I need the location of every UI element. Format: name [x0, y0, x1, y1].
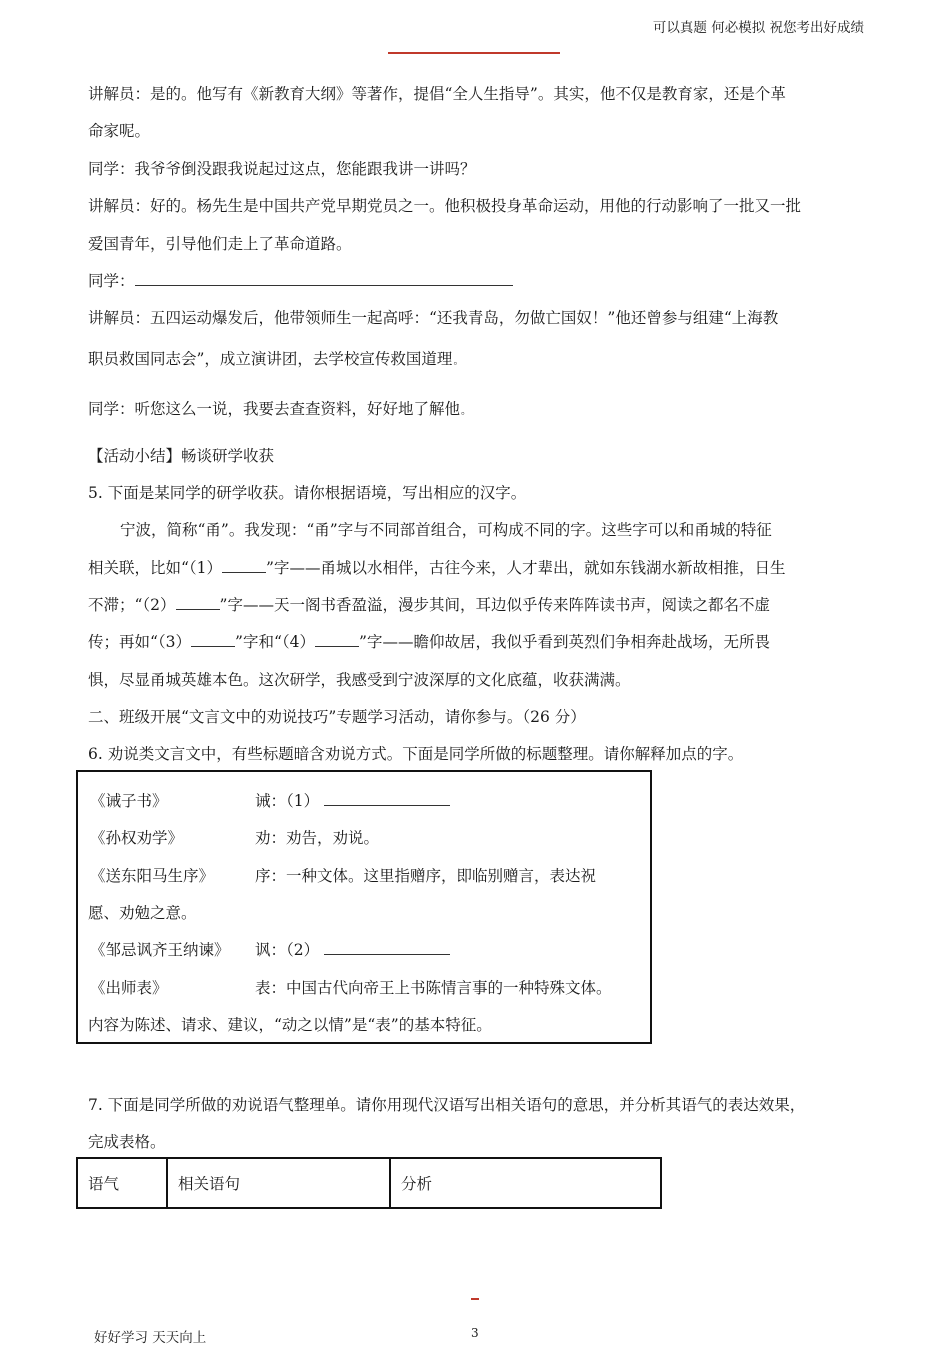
dialogue-line: 讲解员：是的。他写有《新教育大纲》等著作，提倡“全人生指导”。其实，他不仅是教育家，还是个革 — [88, 85, 786, 103]
section-heading: 二、班级开展“文言文中的劝说技巧”专题学习活动，请你参与。（26 分） — [88, 708, 586, 726]
note-cell: 表：中国古代向帝王上书陈情言事的一种特殊文体。 — [255, 979, 612, 997]
q5-text: 不滞；“（2） — [88, 596, 176, 614]
blank-1 — [222, 557, 266, 574]
title-cell: 《孙权劝学》 — [90, 829, 184, 847]
note-cell — [255, 789, 450, 811]
note-text: 讽：（2） — [255, 941, 320, 959]
q5-text: 传；再如“（3） — [88, 633, 192, 651]
dialogue-line: 命家呢。 — [88, 122, 151, 140]
blank-2 — [176, 594, 220, 611]
note-text: 诫：（1） — [255, 792, 320, 810]
q5-paragraph-line — [88, 630, 770, 652]
period-mark: 。 — [453, 356, 464, 367]
dialogue-line — [88, 347, 463, 369]
note-continuation: 内容为陈述、请求、建议，“动之以情”是“表”的基本特征。 — [88, 1016, 492, 1034]
blank-3 — [191, 631, 235, 648]
dialogue-text: 职员救国同志会”，成立演讲团，去学校宣传救国道理 — [88, 350, 453, 368]
title-cell: 《诫子书》 — [90, 792, 168, 810]
q5-text: ”字——瞻仰故居，我似乎看到英烈们争相奔赴战场，无所畏 — [359, 633, 770, 651]
title-notes-box — [76, 770, 652, 1044]
answer-blank — [324, 939, 450, 956]
title-cell: 《邹忌讽齐王纳谏》 — [90, 941, 230, 959]
table-header-row — [77, 1158, 661, 1208]
q5-paragraph-line: 宁波，简称“甬”。我发现：“甬”字与不同部首组合，可构成不同的字。这些字可以和甬城的特征 — [120, 521, 772, 539]
speaker-label: 同学： — [88, 272, 135, 290]
title-cell: 《送东阳马生序》 — [90, 867, 215, 885]
q5-title: 5. 下面是某同学的研学收获。请你根据语境，写出相应的汉字。 — [88, 484, 527, 502]
dialogue-line — [88, 397, 471, 419]
period-mark: 。 — [461, 406, 472, 417]
activity-summary: 【活动小结】畅谈研学收获 — [88, 447, 275, 465]
dialogue-line: 讲解员：五四运动爆发后，他带领师生一起高呼：“还我青岛，勿做亡国奴！”他还曾参与组建“上海教 — [88, 309, 779, 327]
dialogue-text: 同学：听您这么一说，我要去查查资料，好好地了解他 — [88, 400, 461, 418]
tone-table — [76, 1157, 662, 1209]
q5-text: ”字——甬城以水相伴，古往今来，人才辈出，就如东钱湖水新故相推，日生 — [266, 559, 786, 577]
q5-text: ”字和“（4） — [235, 633, 316, 651]
q5-paragraph-line — [88, 593, 770, 615]
header-slogan: 可以真题 何必模拟 祝您考出好成绩 — [652, 20, 864, 36]
answer-blank — [135, 270, 513, 287]
dialogue-line: 讲解员：好的。杨先生是中国共产党早期党员之一。他积极投身革命运动，用他的行动影响了一批又一批 — [88, 197, 802, 215]
q5-paragraph-line — [88, 556, 785, 578]
q7-title-continuation: 完成表格。 — [88, 1133, 166, 1151]
page-number: 3 — [471, 1326, 479, 1340]
footer-motto: 好好学习 天天向上 — [94, 1330, 207, 1346]
footer-mark — [471, 1298, 479, 1300]
table-header-cell: 语气 — [77, 1158, 167, 1208]
q5-text: 相关联，比如“（1） — [88, 559, 223, 577]
q6-title: 6. 劝说类文言文中，有些标题暗含劝说方式。下面是同学所做的标题整理。请你解释加点的字。 — [88, 745, 744, 763]
q5-text: ”字——天一阁书香盈溢，漫步其间，耳边似乎传来阵阵读书声，阅读之都名不虚 — [219, 596, 770, 614]
note-cell: 序：一种文体。这里指赠序，即临别赠言，表达祝 — [255, 867, 597, 885]
table-header-cell: 相关语句 — [167, 1158, 390, 1208]
header-divider — [388, 52, 560, 54]
dialogue-line: 爱国青年，引导他们走上了革命道路。 — [88, 235, 352, 253]
answer-blank — [324, 790, 450, 807]
q7-title: 7. 下面是同学所做的劝说语气整理单。请你用现代汉语写出相关语句的意思，并分析其语气的表达效果， — [88, 1096, 806, 1114]
dialogue-line: 同学：我爷爷倒没跟我说起过这点，您能跟我讲一讲吗？ — [88, 160, 476, 178]
title-cell: 《出师表》 — [90, 979, 168, 997]
note-cell — [255, 938, 450, 960]
blank-4 — [315, 631, 359, 648]
table-header-cell: 分析 — [390, 1158, 661, 1208]
note-continuation: 愿、劝勉之意。 — [88, 904, 197, 922]
dialogue-answer-line — [88, 269, 513, 291]
q5-paragraph-line: 惧，尽显甬城英雄本色。这次研学，我感受到宁波深厚的文化底蕴，收获满满。 — [88, 671, 631, 689]
note-cell: 劝：劝告，劝说。 — [255, 829, 380, 847]
